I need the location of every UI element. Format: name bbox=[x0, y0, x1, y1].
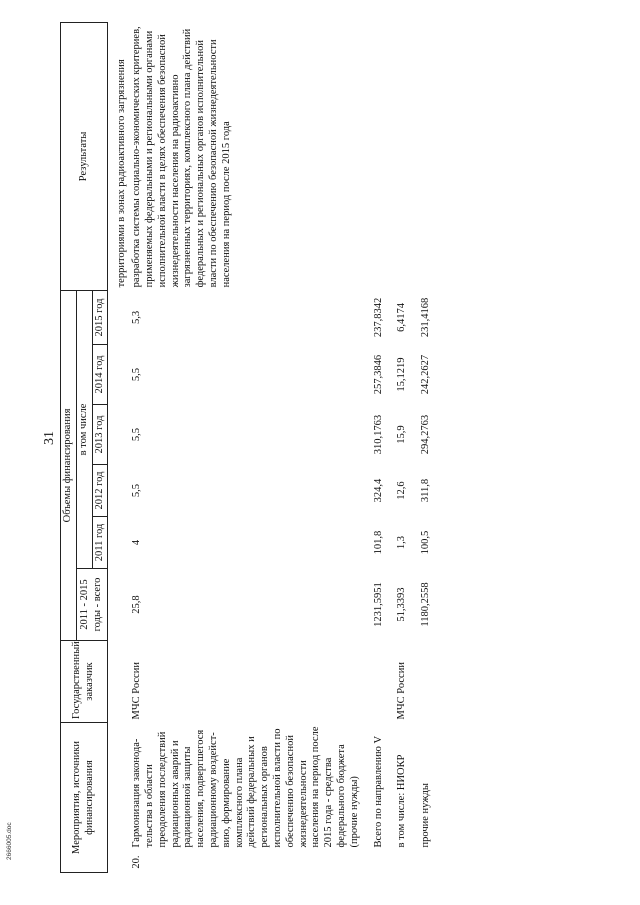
header-total: 2011 - 2015 годы - всего bbox=[76, 569, 108, 641]
summary-customer: МЧС России bbox=[396, 662, 408, 720]
summary-2014: 15,1219 bbox=[396, 357, 408, 392]
header-measures: Мероприятия, источники финансирования bbox=[61, 723, 108, 873]
header-year-2011: 2011 год bbox=[92, 517, 108, 569]
header-year-2013: 2013 год bbox=[92, 405, 108, 465]
page-number: 31 bbox=[42, 431, 57, 445]
summary-2013: 310,1763 bbox=[372, 414, 384, 455]
item-2014: 5,5 bbox=[131, 367, 143, 382]
item-customer: МЧС России bbox=[131, 662, 143, 720]
summary-customer bbox=[410, 641, 434, 723]
summary-2011: 1,3 bbox=[396, 535, 408, 550]
summary-row-niokr bbox=[386, 22, 410, 872]
summary-label: Всего по направлению V bbox=[372, 735, 384, 848]
document-filename: 2666005.doc bbox=[6, 822, 13, 860]
item-2015: 5,3 bbox=[131, 310, 143, 325]
summary-2015: 6,4174 bbox=[396, 303, 408, 332]
continuation-text: территориями в зонах радиоактивного загрязнения bbox=[116, 59, 128, 288]
summary-2015: 231,4168 bbox=[420, 297, 432, 338]
summary-row-total bbox=[363, 22, 387, 872]
summary-2015: 237,8342 bbox=[372, 297, 384, 338]
summary-2012: 12,6 bbox=[396, 481, 408, 500]
item-2011: 4 bbox=[131, 539, 143, 546]
summary-2012: 324,4 bbox=[372, 478, 384, 503]
header-results: Результаты bbox=[61, 22, 108, 290]
continuation-row bbox=[108, 22, 130, 872]
summary-2014: 242,2627 bbox=[420, 354, 432, 395]
item-number: 20. bbox=[131, 855, 143, 869]
header-customer: Государственный заказчик bbox=[61, 641, 108, 723]
summary-2012: 311,8 bbox=[420, 478, 432, 503]
summary-2013: 294,2763 bbox=[420, 414, 432, 455]
item-total: 25,8 bbox=[131, 595, 143, 614]
summary-label: в том числе: НИОКР bbox=[396, 754, 408, 848]
summary-2011: 100,5 bbox=[420, 530, 432, 555]
rotated-table-container bbox=[60, 23, 585, 873]
summary-total: 51,3393 bbox=[396, 587, 408, 622]
item-result: разработка системы социально-экономических критериев, применяемых федеральными и региональными органами исполнительной власти в целях обеспечения безопасной жизнедеятельности населения на радиоактивно загрязненных территориях, комплексного плана действий федеральных и региональных органов исполнительной власти по обеспечению безопасной жизнедеятельности населения на период после 2015 года bbox=[131, 26, 232, 288]
header-year-2015: 2015 год bbox=[92, 290, 108, 344]
summary-2011: 101,8 bbox=[372, 530, 384, 555]
item-2012: 5,5 bbox=[131, 483, 143, 498]
item-row bbox=[130, 22, 362, 872]
summary-2014: 257,3846 bbox=[372, 354, 384, 395]
header-including: в том числе bbox=[76, 290, 92, 568]
financing-table bbox=[60, 22, 434, 873]
summary-label: прочие нужды bbox=[420, 783, 432, 848]
header-volumes: Объемы финансирования bbox=[61, 290, 77, 640]
item-2013: 5,5 bbox=[131, 427, 143, 442]
summary-customer bbox=[363, 641, 387, 723]
summary-total: 1231,5951 bbox=[372, 582, 384, 627]
summary-total: 1180,2558 bbox=[420, 582, 432, 627]
header-year-2014: 2014 год bbox=[92, 345, 108, 405]
summary-row-other bbox=[410, 22, 434, 872]
header-year-2012: 2012 год bbox=[92, 465, 108, 517]
item-title: Гармонизация законода-тельства в области преодоления последствий радиационных аварий и радиационной защиты населения, подвергшегося радиационному воздейст-вию, формирование комплексного плана действий федеральных и региональных органов исполнительной власти по обеспечению безопасной жизнедеятельности населения на период после 2015 года - средства федерального бюджета (прочие нужды) bbox=[131, 726, 360, 848]
summary-2013: 15,9 bbox=[396, 425, 408, 444]
